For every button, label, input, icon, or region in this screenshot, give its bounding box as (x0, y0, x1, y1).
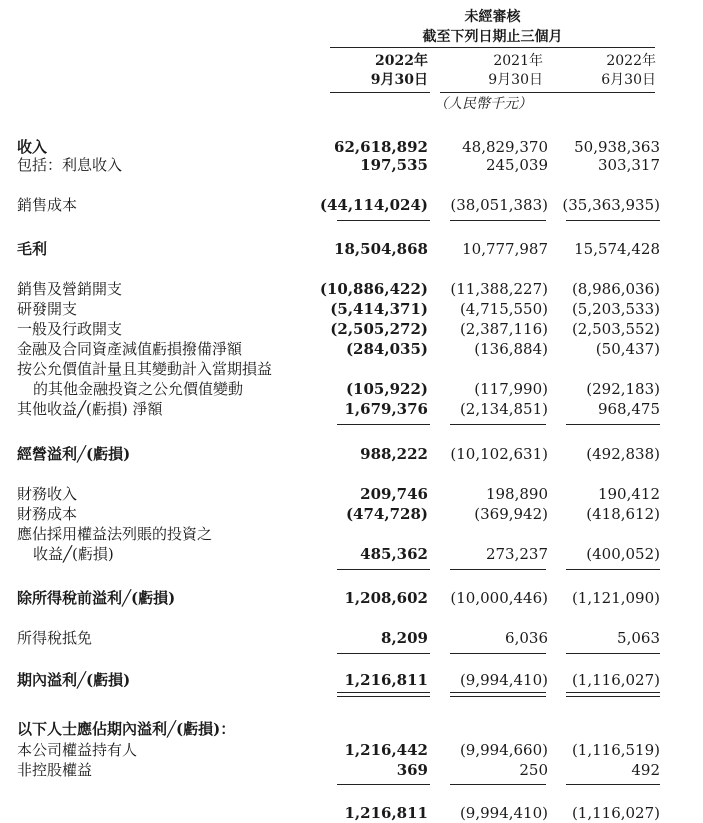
cell-2021q3: (4,715,550) (459, 300, 548, 318)
cell-2022q2: 303,317 (597, 156, 660, 174)
row-impairment (0, 339, 703, 359)
row-label: 收益╱(虧損) (33, 545, 114, 563)
row-label: 財務成本 (17, 505, 78, 523)
cell-2021q3: (9,994,410) (459, 804, 548, 822)
cell-2021q3: (117,990) (474, 380, 548, 398)
currency-unit: （人民幣千元） (434, 96, 532, 112)
row-gross-profit (0, 239, 703, 259)
cell-2022q3: 1,216,442 (344, 741, 428, 759)
row-operating-profit (0, 444, 703, 464)
col3-year: 2022年 (606, 53, 656, 69)
row-label: 非控股權益 (17, 761, 93, 779)
cell-2022q3: (10,886,422) (319, 280, 428, 298)
cell-2021q3: (369,942) (474, 505, 548, 523)
col2-date: 9月30日 (488, 72, 543, 88)
cell-2022q3: (105,922) (345, 380, 428, 398)
cell-2021q3: (10,000,446) (450, 589, 548, 607)
subtotal-rule-3 (566, 784, 660, 785)
cell-2022q2: 968,475 (597, 400, 660, 418)
subtotal-rule-3 (566, 653, 660, 654)
cell-2022q2: (292,183) (586, 380, 660, 398)
col-head-rule-left (330, 92, 430, 93)
subtotal-rule-1 (337, 784, 430, 785)
cell-2022q2: (35,363,935) (562, 196, 660, 214)
cell-2022q2: (492,838) (586, 445, 660, 463)
cell-2022q2: 492 (631, 761, 660, 779)
cell-2022q3: (284,035) (345, 340, 428, 358)
row-label: 期內溢利╱(虧損) (17, 671, 131, 689)
subtotal-rule-2 (450, 653, 546, 654)
row-attributable-total (0, 803, 703, 823)
subtotal-rule-2 (450, 424, 546, 425)
row-label: 應佔採用權益法列賬的投資之 (17, 525, 213, 543)
col-head-rule-right (440, 92, 655, 93)
subtotal-rule-3 (566, 424, 660, 425)
row-rnd (0, 299, 703, 319)
total-double-rule-1 (337, 692, 430, 697)
row-label: 經營溢利╱(虧損) (17, 445, 131, 463)
cell-2021q3: 48,829,370 (462, 138, 548, 156)
col2-year: 2021年 (493, 53, 543, 69)
cell-2022q3: (474,728) (345, 505, 428, 523)
row-label: 金融及合同資產減值虧損撥備淨額 (17, 340, 243, 358)
cell-2022q2: (1,121,090) (571, 589, 660, 607)
row-label: 研發開支 (17, 300, 78, 318)
cell-2022q3: 18,504,868 (334, 240, 428, 258)
cell-2022q3: 62,618,892 (334, 138, 428, 156)
subtotal-rule-1 (337, 569, 430, 570)
row-label: 毛利 (17, 240, 48, 258)
subtotal-rule-3 (566, 569, 660, 570)
subtotal-rule-1 (337, 220, 430, 221)
row-label: 的其他金融投資之公允價值變動 (33, 380, 244, 398)
subtotal-rule-1 (337, 424, 430, 425)
cell-2021q3: 245,039 (485, 156, 548, 174)
row-label: 收入 (17, 138, 48, 156)
row-label: 一般及行政開支 (17, 320, 123, 338)
row-finance-income (0, 484, 703, 504)
row-revenue (0, 137, 703, 157)
row-income-tax (0, 628, 703, 648)
header-period: 截至下列日期止三個月 (422, 29, 563, 45)
subtotal-rule-2 (450, 784, 546, 785)
row-label: 本公司權益持有人 (17, 741, 138, 759)
row-interest-income (0, 155, 703, 175)
subtotal-rule-2 (450, 220, 546, 221)
cell-2022q2: (50,437) (595, 340, 660, 358)
row-label: 以下人士應佔期內溢利╱(虧損)： (17, 720, 236, 738)
cell-2022q3: 1,216,811 (344, 804, 428, 822)
col3-date: 6月30日 (601, 72, 656, 88)
cell-2022q3: 8,209 (381, 629, 428, 647)
subtotal-rule-2 (450, 569, 546, 570)
subtotal-rule-1 (337, 653, 430, 654)
row-label: 銷售成本 (17, 196, 78, 214)
col1-date: 9月30日 (370, 72, 428, 88)
cell-2021q3: (9,994,660) (459, 741, 548, 759)
cell-2022q2: (418,612) (586, 505, 660, 523)
cell-2021q3: 6,036 (505, 629, 548, 647)
row-other-gains (0, 399, 703, 419)
cell-2021q3: (11,388,227) (450, 280, 548, 298)
row-label: 按公允價值計量且其變動計入當期損益 (17, 360, 273, 378)
cell-2022q2: (400,052) (586, 545, 660, 563)
cell-2022q3: 1,679,376 (344, 400, 428, 418)
row-equity-method (0, 544, 703, 564)
row-attributable-heading (0, 719, 703, 739)
cell-2021q3: (10,102,631) (450, 445, 548, 463)
cell-2021q3: 273,237 (485, 545, 548, 563)
header-rule (330, 47, 655, 48)
row-selling-marketing (0, 279, 703, 299)
cell-2022q2: 50,938,363 (574, 138, 660, 156)
cell-2021q3: (136,884) (474, 340, 548, 358)
row-profit-before-tax (0, 588, 703, 608)
cell-2021q3: 10,777,987 (462, 240, 548, 258)
row-label: 其他收益╱(虧損) 淨額 (17, 400, 163, 418)
row-label: 所得稅抵免 (17, 629, 93, 647)
cell-2022q2: 190,412 (597, 485, 660, 503)
cell-2022q3: 369 (396, 761, 428, 779)
cell-2021q3: (2,387,116) (459, 320, 548, 338)
subtotal-rule-3 (566, 220, 660, 221)
cell-2022q2: 5,063 (617, 629, 660, 647)
row-label: 包括：利息收入 (17, 156, 123, 174)
cell-2021q3: (2,134,851) (459, 400, 548, 418)
cell-2022q3: 209,746 (360, 485, 428, 503)
cell-2021q3: 250 (519, 761, 548, 779)
cell-2022q3: (5,414,371) (330, 300, 428, 318)
row-label: 除所得稅前溢利╱(虧損) (17, 589, 176, 607)
cell-2021q3: (38,051,383) (450, 196, 548, 214)
cell-2022q2: (1,116,027) (571, 804, 660, 822)
cell-2022q3: (44,114,024) (319, 196, 428, 214)
cell-2022q2: 15,574,428 (574, 240, 660, 258)
cell-2022q3: 485,362 (360, 545, 428, 563)
header-unaudited: 未經審核 (464, 9, 521, 25)
row-label: 銷售及營銷開支 (17, 280, 123, 298)
cell-2022q3: 1,216,811 (344, 671, 428, 689)
cell-2022q2: (1,116,027) (571, 671, 660, 689)
cell-2022q2: (1,116,519) (571, 741, 660, 759)
row-label: 財務收入 (17, 485, 78, 503)
cell-2022q2: (8,986,036) (571, 280, 660, 298)
row-cost-of-sales (0, 195, 703, 215)
cell-2021q3: 198,890 (485, 485, 548, 503)
total-double-rule-2 (450, 692, 546, 697)
row-profit-for-period (0, 670, 703, 690)
row-finance-costs (0, 504, 703, 524)
cell-2022q3: 988,222 (360, 445, 428, 463)
row-general-admin (0, 319, 703, 339)
cell-2022q2: (5,203,533) (571, 300, 660, 318)
row-equity-method-label-line1 (0, 524, 703, 544)
cell-2022q3: 197,535 (360, 156, 428, 174)
row-fvtpl-label-line1 (0, 359, 703, 379)
cell-2021q3: (9,994,410) (459, 671, 548, 689)
col1-year: 2022年 (375, 53, 428, 69)
row-equity-holders (0, 740, 703, 760)
total-double-rule-3 (566, 692, 660, 697)
cell-2022q3: (2,505,272) (330, 320, 428, 338)
row-non-controlling (0, 760, 703, 780)
row-fvtpl (0, 379, 703, 399)
cell-2022q3: 1,208,602 (344, 589, 428, 607)
cell-2022q2: (2,503,552) (571, 320, 660, 338)
